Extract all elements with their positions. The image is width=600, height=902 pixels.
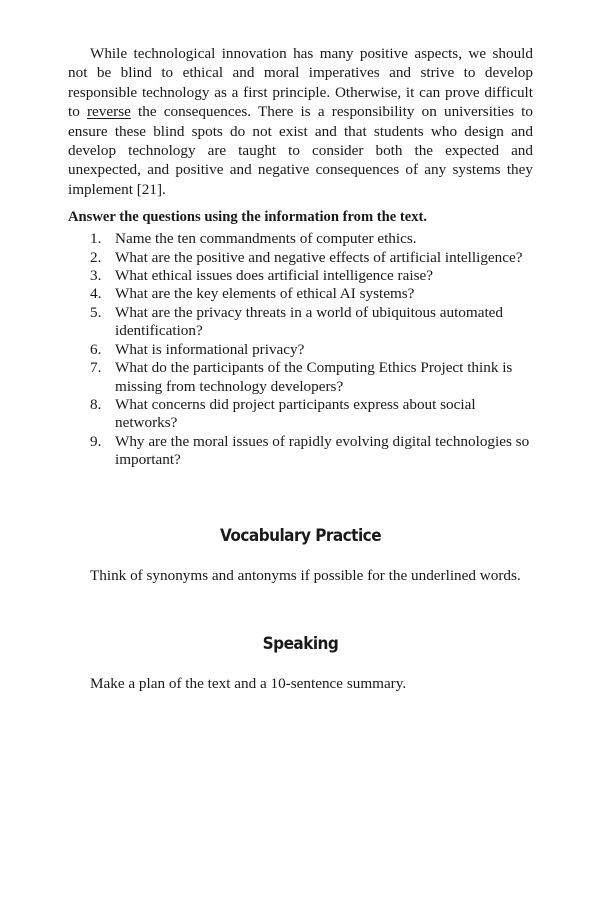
list-item bbox=[68, 359, 533, 396]
list-item bbox=[68, 341, 533, 359]
question-number: 1. bbox=[90, 230, 102, 248]
question-number: 6. bbox=[90, 340, 102, 358]
question-text: What are the key elements of ethical AI systems? bbox=[115, 285, 415, 303]
question-text: Name the ten commandments of computer ethics. bbox=[115, 230, 417, 248]
question-text: What concerns did project participants express about social networks? bbox=[115, 395, 476, 432]
question-text: What are the positive and negative effects of artificial intelligence? bbox=[115, 248, 523, 266]
question-number: 5. bbox=[90, 303, 102, 321]
page-content bbox=[68, 44, 533, 692]
question-number: 4. bbox=[90, 285, 102, 303]
question-number: 8. bbox=[90, 395, 102, 413]
paragraph-text-after: the consequences. There is a responsibility on universities to ensure these blind spots do not exist and that students who design and develop technology are taught to consider both the expected and unexpected, and positive and negative consequences of any systems they implement [21]. bbox=[68, 103, 533, 198]
speaking-heading: Speaking bbox=[262, 634, 339, 654]
question-number: 7. bbox=[90, 359, 102, 377]
list-item bbox=[68, 249, 533, 267]
question-text: What are the privacy threats in a world of ubiquitous automated identification? bbox=[115, 303, 504, 340]
list-item bbox=[68, 267, 533, 285]
question-text: What is informational privacy? bbox=[115, 340, 305, 358]
question-number: 9. bbox=[90, 432, 102, 450]
list-item bbox=[68, 396, 533, 433]
task-instruction: Answer the questions using the information from the text. bbox=[68, 209, 428, 226]
question-list bbox=[68, 230, 533, 469]
list-item bbox=[68, 285, 533, 303]
speaking-text: Make a plan of the text and a 10-sentence summary. bbox=[90, 675, 407, 692]
body-paragraph bbox=[68, 44, 533, 199]
question-number: 3. bbox=[90, 267, 102, 285]
question-text: What ethical issues does artificial intelligence raise? bbox=[115, 267, 433, 285]
question-number: 2. bbox=[90, 248, 102, 266]
question-text: Why are the moral issues of rapidly evolving digital technologies so important? bbox=[115, 432, 530, 469]
vocabulary-text: Think of synonyms and antonyms if possible for the underlined words. bbox=[90, 567, 521, 584]
list-item bbox=[68, 230, 533, 248]
list-item bbox=[68, 433, 533, 470]
paragraph-text-before: While technological innovation has many positive aspects, we should not be blind to ethical and moral imperatives and strive to develop responsible technology as a first principle. Otherwise, it can prove difficult to bbox=[68, 45, 533, 121]
underlined-word: reverse bbox=[87, 103, 131, 121]
list-item bbox=[68, 304, 533, 341]
question-text: What do the participants of the Computing Ethics Project think is missing from technology developers? bbox=[115, 359, 513, 395]
vocabulary-heading: Vocabulary Practice bbox=[219, 526, 382, 546]
